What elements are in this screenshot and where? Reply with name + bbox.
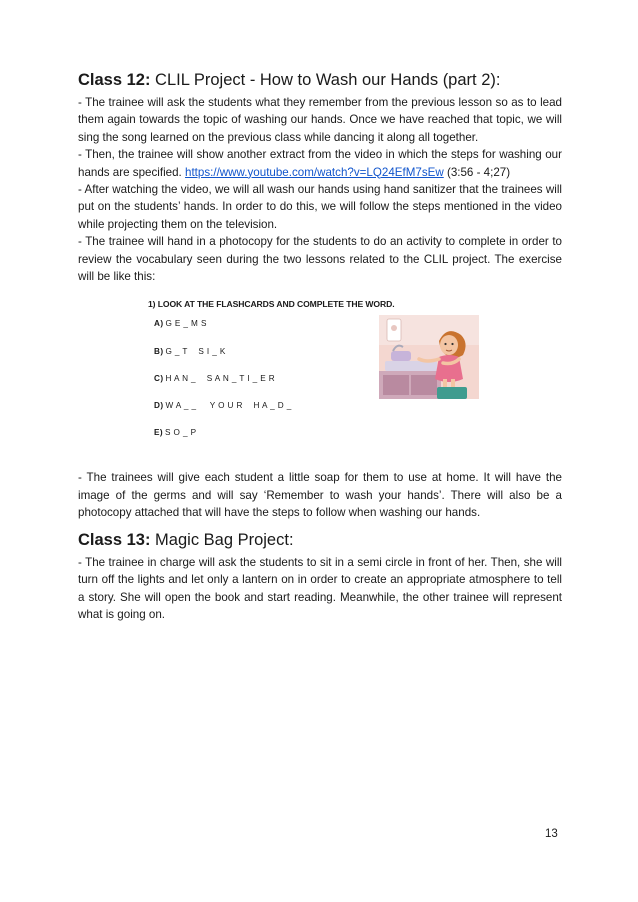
video-timestamp: (3:56 - 4;27) bbox=[443, 165, 511, 179]
exercise-item-word: S O _ P bbox=[165, 428, 197, 438]
class12-paragraph-4: - The trainee will hand in a photocopy for the students to do an activity to complete in order to review the vocabulary seen during the two lessons related to the CLIL project. The exercise will be like this: bbox=[78, 235, 562, 284]
exercise-item bbox=[154, 319, 207, 328]
page-number: 13 bbox=[545, 828, 558, 840]
class13-heading-title: Magic Bag Project: bbox=[150, 530, 294, 549]
video-link[interactable]: https://www.youtube.com/watch?v=LQ24EfM7sEw bbox=[185, 165, 444, 179]
exercise-item-letter: E) bbox=[154, 428, 163, 438]
exercise-item-word: G _ T S I _ K bbox=[165, 347, 226, 357]
class12-heading-bold: Class 12: bbox=[78, 71, 151, 89]
class12-paragraph-1: - The trainee will ask the students what they remember from the previous lesson so as to lead them again towards the topic of washing our hands. Once we have reached that topic, we will sing the song learned on the previous class while dancing it along all together. bbox=[78, 96, 562, 144]
exercise-item bbox=[154, 347, 226, 356]
class12-heading-title: CLIL Project - How to Wash our Hands (part 2): bbox=[150, 71, 501, 89]
class12-paragraph-3: - After watching the video, we will all wash our hands using hand sanitizer that the trainees will put on the students’ hands. In order to do this, we will follow the steps mentioned in the video while projecting them on the television. bbox=[78, 183, 562, 231]
exercise-title: 1) LOOK AT THE FLASHCARDS AND COMPLETE THE WORD. bbox=[148, 299, 395, 310]
exercise-item-word: W A _ _ Y O U R H A _ D _ bbox=[165, 401, 292, 411]
document-page bbox=[78, 70, 562, 623]
class13-paragraph-1: - The trainee in charge will ask the students to sit in a semi circle in front of her. Then, she will turn off the lights and let only a lantern on in order to create an appropriate atmosphere to tell a story. She will open the book and start reading. Meanwhile, the other trainee will represent what is going on. bbox=[78, 555, 562, 621]
exercise-item-letter: A) bbox=[154, 319, 164, 329]
exercise-item-letter: D) bbox=[154, 401, 164, 411]
exercise-item bbox=[154, 428, 196, 437]
exercise-item bbox=[154, 374, 275, 383]
class12-paragraph-2-text: - Then, the trainee will show another extract from the video in which the steps for washing our hands are specified. bbox=[78, 148, 562, 179]
exercise-item-word: G E _ M S bbox=[165, 319, 207, 329]
exercise-item-letter: B) bbox=[154, 347, 164, 357]
class13-heading bbox=[78, 530, 562, 550]
class13-heading-bold: Class 13: bbox=[78, 530, 151, 549]
exercise-item bbox=[154, 401, 292, 410]
exercise-item-letter: C) bbox=[154, 374, 164, 384]
exercise-item-word: H A N _ S A N _ T I _ E R bbox=[165, 374, 276, 384]
class12-paragraph-2 bbox=[78, 146, 562, 181]
exercise-worksheet bbox=[78, 293, 562, 465]
class12-paragraph-5: - The trainees will give each student a little soap for them to use at home. It will have the image of the germs and will say ‘Remember to wash your hands’. There will also be a photocopy attached that will have the steps to follow when washing our hands. bbox=[78, 471, 562, 520]
class12-heading bbox=[78, 70, 562, 90]
girl-washing-hands-illustration bbox=[379, 315, 479, 399]
